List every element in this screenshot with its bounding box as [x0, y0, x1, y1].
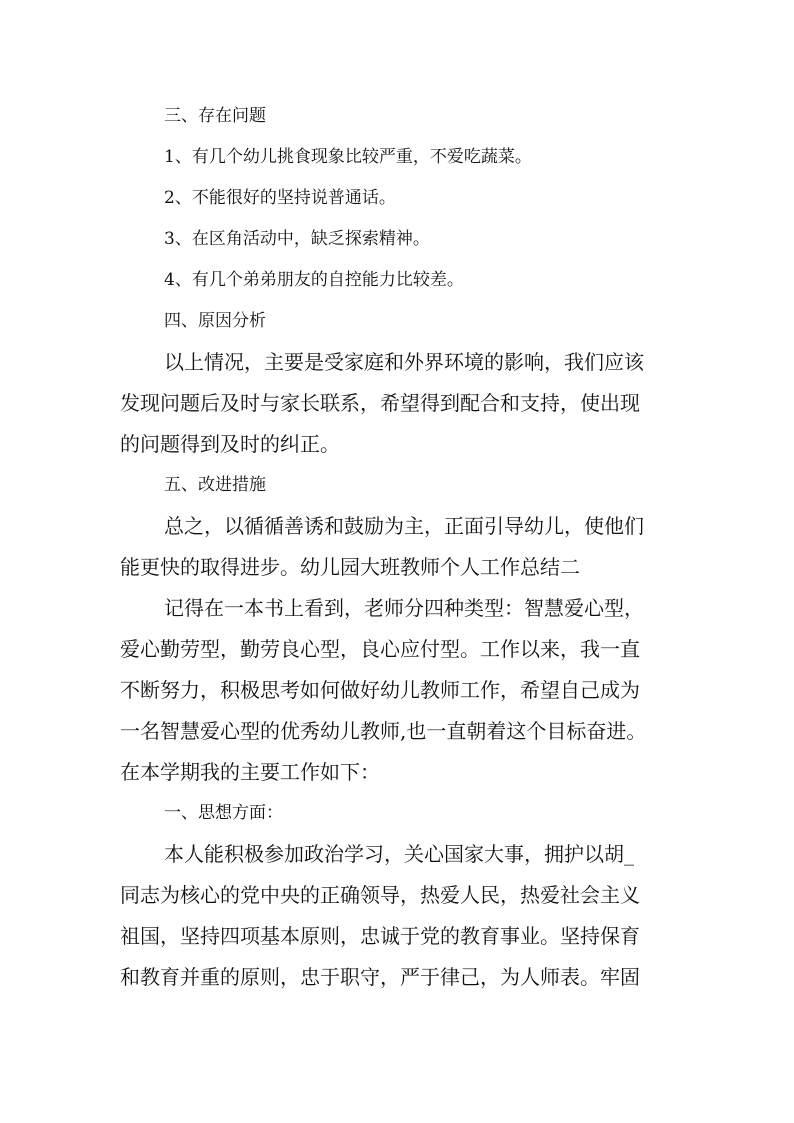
paragraph-line: 和教育并重的原则，忠于职守，严于律己，为人师表。牢固 [120, 965, 640, 989]
paragraph-line: 爱心勤劳型，勤劳良心型，良心应付型。工作以来，我一直 [120, 637, 640, 661]
paragraph-line: 同志为核心的党中央的正确领导，热爱人民，热爱社会主义 [120, 883, 640, 907]
paragraph-measures [120, 506, 685, 588]
document-body [120, 96, 685, 998]
paragraph-line: 祖国，坚持四项基本原则，忠诚于党的教育事业。坚持保育 [120, 924, 640, 948]
paragraph-thought [120, 834, 685, 998]
list-item-4: 4、有几个弟弟朋友的自控能力比较差。 [164, 270, 464, 290]
paragraph-line: 一名智慧爱心型的优秀幼儿教师,也一直朝着这个目标奋进。 [120, 719, 647, 743]
section-heading-measures: 五、改进措施 [164, 475, 266, 495]
paragraph-line: 本人能积极参加政治学习，关心国家大事，拥护以胡_ [164, 842, 634, 866]
paragraph-line: 总之，以循循善诱和鼓励为主，正面引导幼儿，使他们 [164, 514, 644, 538]
paragraph-line: 以上情况，主要是受家庭和外界环境的影响，我们应该 [164, 350, 644, 374]
paragraph-analysis [120, 342, 685, 465]
paragraph-line: 发现问题后及时与家长联系，希望得到配合和支持，使出现 [120, 391, 640, 415]
paragraph-intro [120, 588, 685, 793]
list-item-3: 3、在区角活动中，缺乏探索精神。 [164, 229, 430, 249]
paragraph-line: 在本学期我的主要工作如下： [120, 760, 380, 784]
section-heading-problems: 三、存在问题 [164, 106, 266, 126]
paragraph-line: 能更快的取得进步。幼儿园大班教师个人工作总结二 [120, 555, 580, 579]
list-item-1: 1、有几个幼儿挑食现象比较严重，不爱吃蔬菜。 [164, 147, 532, 167]
section-heading-analysis: 四、原因分析 [164, 311, 266, 331]
list-item-2: 2、不能很好的坚持说普通话。 [164, 188, 396, 208]
section-heading-thought: 一、思想方面： [164, 803, 283, 823]
paragraph-line: 的问题得到及时的纠正。 [120, 432, 340, 456]
paragraph-line: 记得在一本书上看到，老师分四种类型：智慧爱心型， [164, 596, 644, 620]
paragraph-line: 不断努力，积极思考如何做好幼儿教师工作，希望自己成为 [120, 678, 640, 702]
